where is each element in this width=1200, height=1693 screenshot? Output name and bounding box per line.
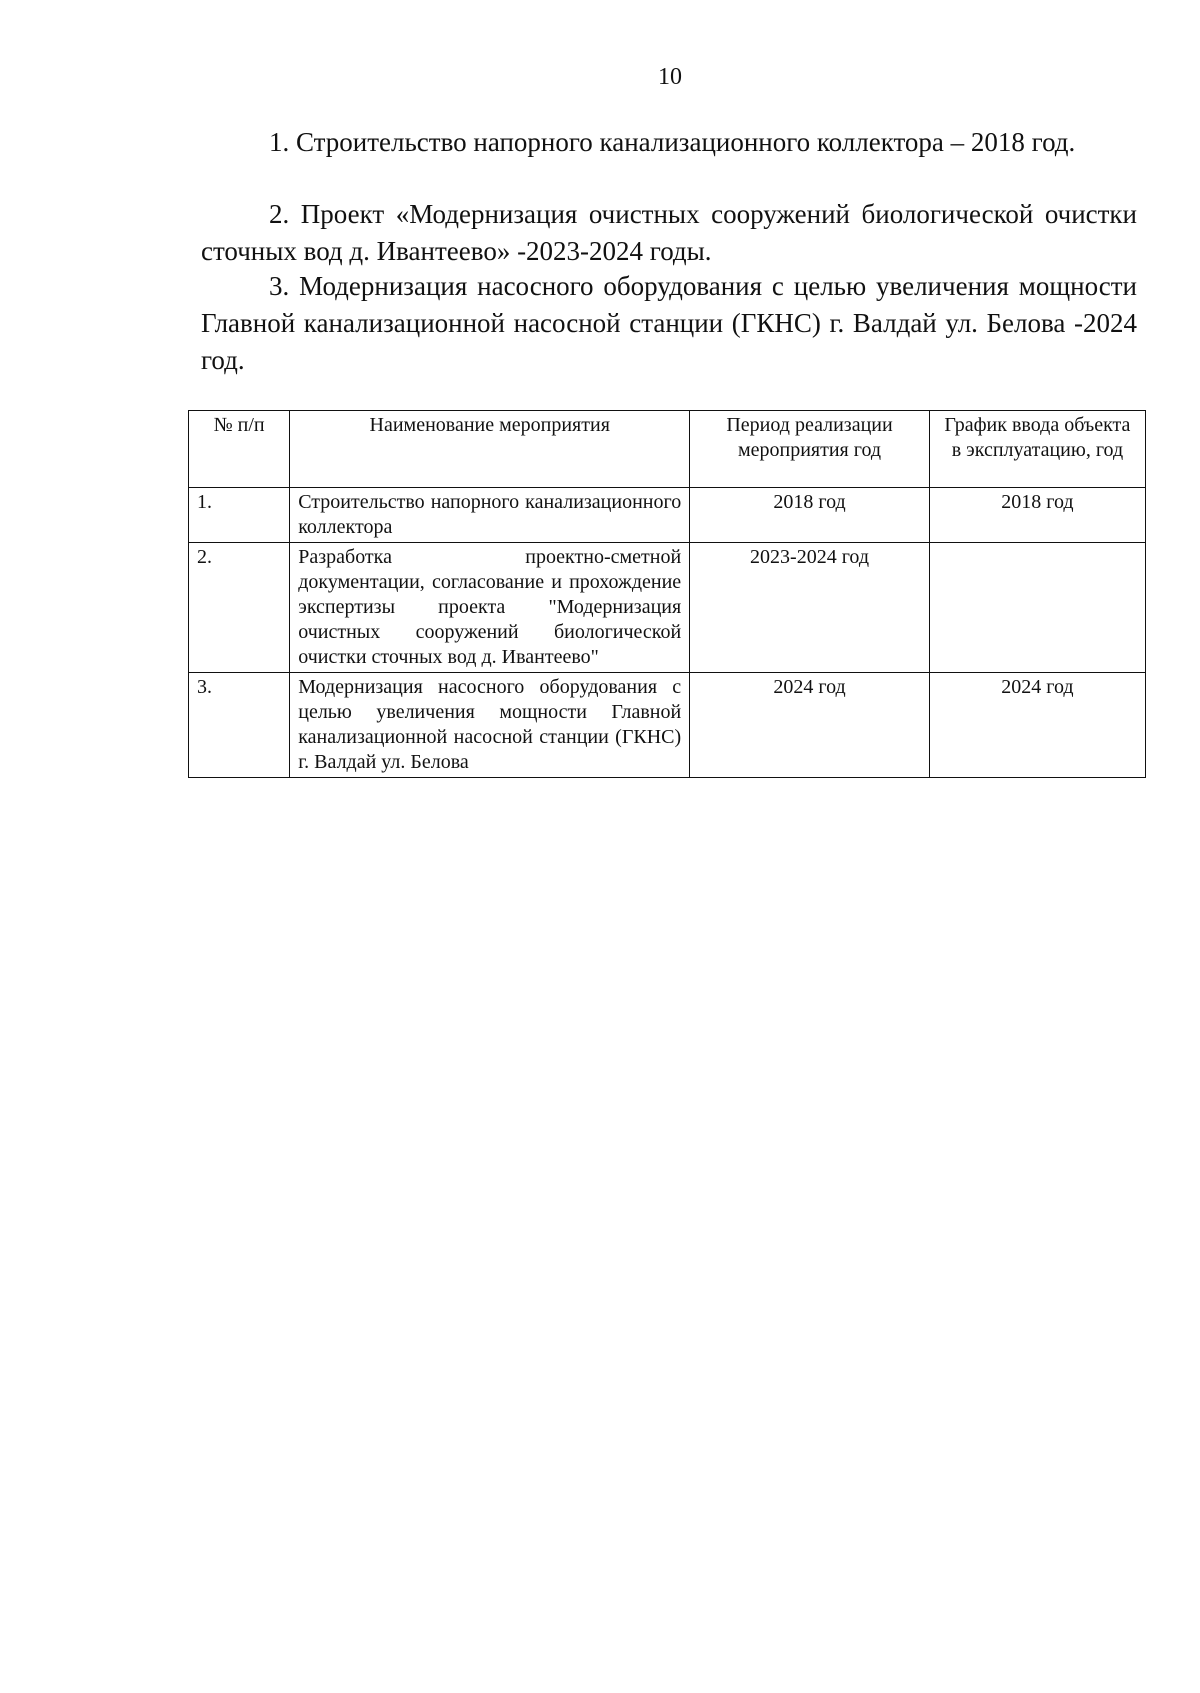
row-number: 1. [189, 488, 290, 543]
row-period: 2024 год [690, 673, 930, 778]
table-row [189, 488, 1146, 543]
row-number: 3. [189, 673, 290, 778]
table-row [189, 673, 1146, 778]
header-number: № п/п [189, 411, 290, 488]
row-name: Модернизация насосного оборудования с целью увеличения мощности Главной канализационной насосной станции (ГКНС) г. Валдай ул. Белова [290, 673, 690, 778]
header-period: Период реализации мероприятия год [690, 411, 930, 488]
measures-table [188, 410, 1146, 778]
row-period: 2023-2024 год [690, 543, 930, 673]
header-schedule: График ввода объекта в эксплуатацию, год [929, 411, 1145, 488]
paragraph-3: 3. Модернизация насосного оборудования с целью увеличения мощности Главной канализационной насосной станции (ГКНС) г. Валдай ул. Белова -2024 год. [201, 271, 1137, 375]
page-number: 10 [658, 64, 682, 90]
table-header-row [189, 411, 1146, 488]
row-number: 2. [189, 543, 290, 673]
row-schedule [929, 543, 1145, 673]
row-schedule: 2024 год [929, 673, 1145, 778]
row-name: Строительство напорного канализационного коллектора [290, 488, 690, 543]
table-row [189, 543, 1146, 673]
row-period: 2018 год [690, 488, 930, 543]
paragraph-2: 2. Проект «Модернизация очистных сооружений биологической очистки сточных вод д. Ивантеево» -2023-2024 годы. [201, 199, 1137, 266]
header-name: Наименование мероприятия [290, 411, 690, 488]
paragraph-1: 1. Строительство напорного канализационного коллектора – 2018 год. [269, 127, 1076, 157]
row-schedule: 2018 год [929, 488, 1145, 543]
row-name: Разработка проектно-сметной документации, согласование и прохождение экспертизы проекта "Модернизация очистных сооружений биологической очистки сточных вод д. Ивантеево" [290, 543, 690, 673]
